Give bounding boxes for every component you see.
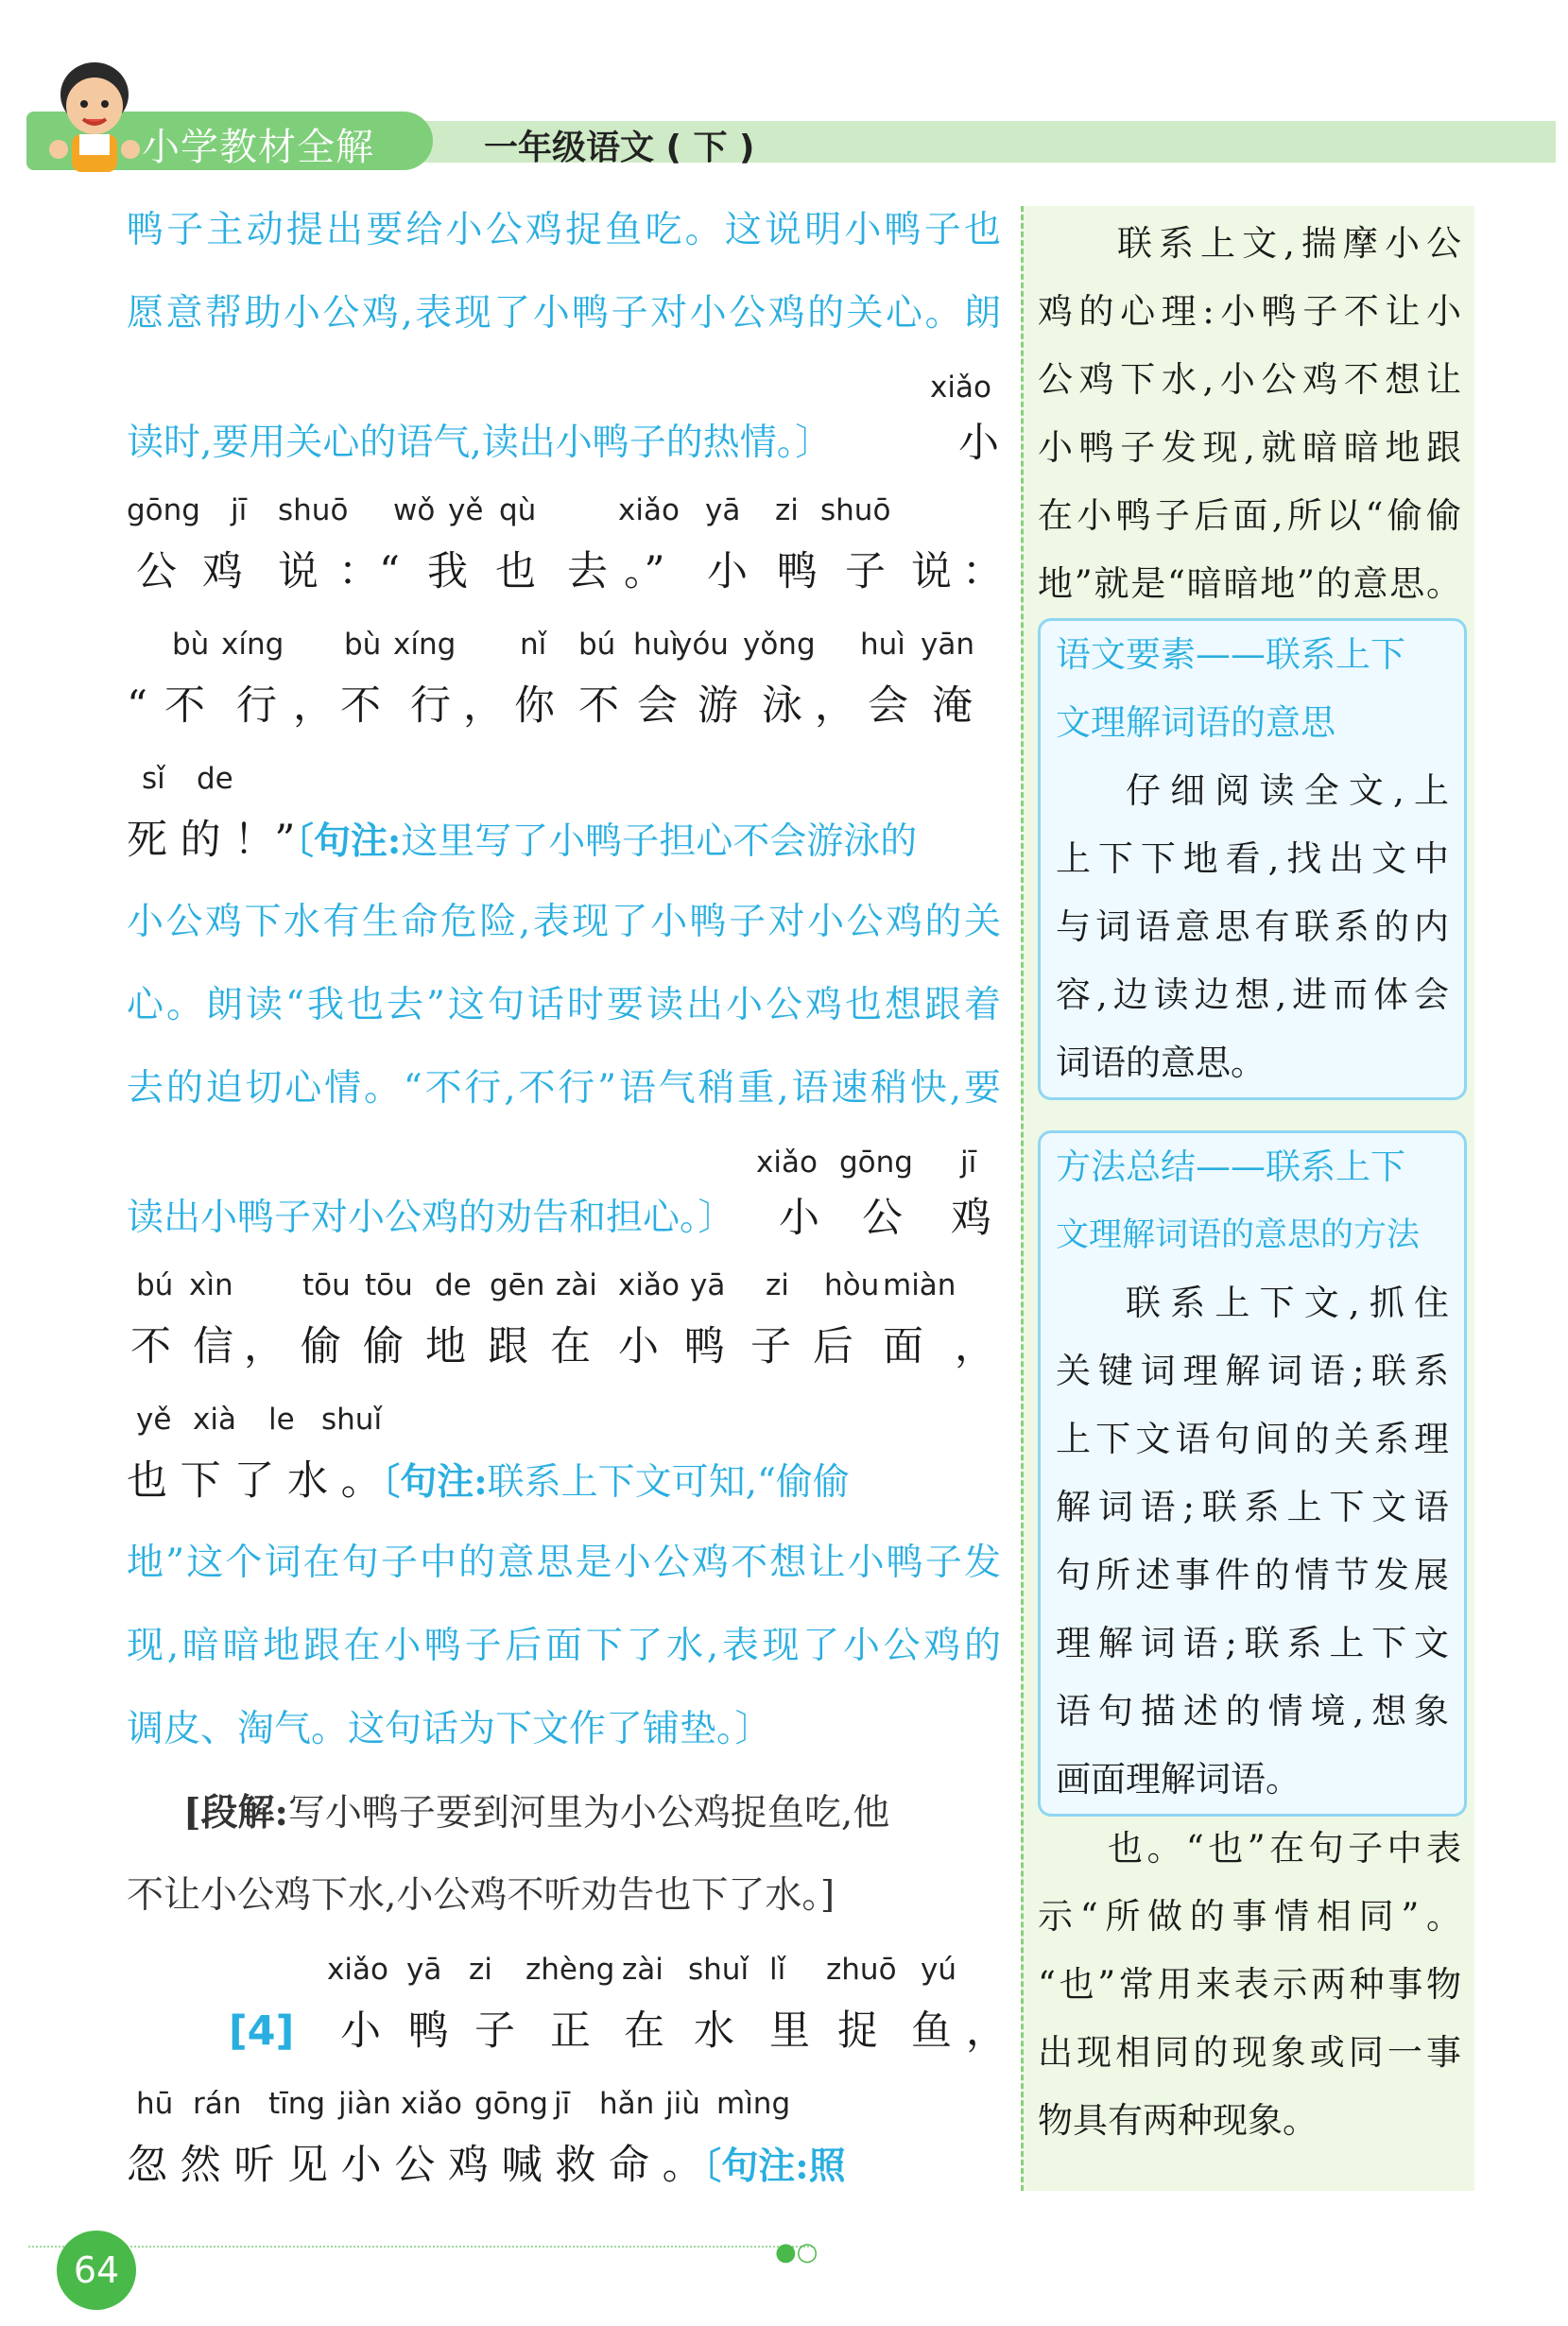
box-heading: 语文要素——联系上下 bbox=[1056, 634, 1405, 675]
hanzi: 行 bbox=[236, 682, 277, 730]
hanzi: 鸭 bbox=[408, 2007, 449, 2055]
pinyin: jiù bbox=[665, 2087, 700, 2121]
hanzi: 偷 bbox=[363, 1323, 404, 1370]
box-text-line: 仔细阅读全文,上 bbox=[1126, 770, 1449, 811]
pinyin-line bbox=[127, 1253, 1001, 1306]
side-text-line: 联系上文,揣摩小公 bbox=[1117, 223, 1461, 264]
hanzi: 偷 bbox=[301, 1323, 341, 1370]
pinyin: hòu bbox=[824, 1268, 880, 1302]
text-line bbox=[127, 1771, 1001, 1854]
text-line bbox=[127, 1183, 1001, 1253]
pinyin: miàn bbox=[883, 1268, 956, 1302]
grade-subject: 一年级语文 ( 下 ) bbox=[484, 129, 755, 167]
side-text-line: 地”就是“暗暗地”的意思。 bbox=[1038, 563, 1461, 604]
pinyin: zi bbox=[775, 493, 799, 527]
hanzi: 行 bbox=[410, 682, 451, 730]
pinyin: zi bbox=[469, 1953, 492, 1987]
pinyin: shuō bbox=[278, 493, 349, 527]
side-text-line: 物具有两种现象。 bbox=[1038, 2100, 1318, 2141]
pinyin: xìn bbox=[189, 1268, 233, 1302]
hanzi: 淹 bbox=[932, 682, 973, 730]
pinyin: zài bbox=[556, 1268, 597, 1302]
pinyin-line bbox=[127, 2072, 1001, 2125]
pinyin: gōng bbox=[839, 1146, 913, 1180]
hanzi: 信 bbox=[193, 1323, 233, 1370]
hanzi: 去 bbox=[567, 548, 608, 595]
column-divider bbox=[1021, 206, 1024, 2191]
pinyin: zài bbox=[622, 1953, 663, 1987]
box-text-line: 与词语意思有联系的内 bbox=[1056, 906, 1449, 947]
hanzi: 捉 bbox=[837, 2007, 878, 2055]
boy-mascot-icon bbox=[38, 57, 151, 180]
hanzi: ， bbox=[966, 2007, 1007, 2055]
pinyin: mìng bbox=[716, 2087, 791, 2121]
hanzi: 我 bbox=[427, 548, 468, 595]
pinyin: jī bbox=[231, 493, 248, 527]
hanzi: ： bbox=[962, 548, 1003, 595]
pinyin: shuō bbox=[820, 493, 891, 527]
side-text-line: 小鸭子发现,就暗暗地跟 bbox=[1038, 427, 1461, 468]
pinyin: wǒ bbox=[393, 493, 436, 527]
hanzi: 在 bbox=[550, 1323, 591, 1370]
hanzi: 地 bbox=[425, 1323, 466, 1370]
side-text-line: 出现相同的现象或同一事 bbox=[1038, 2032, 1461, 2073]
pinyin: gōng bbox=[127, 493, 200, 527]
pinyin: zhuō bbox=[826, 1953, 897, 1987]
text-line bbox=[127, 800, 1001, 881]
pinyin: yě bbox=[136, 1403, 172, 1437]
element-box bbox=[1038, 618, 1467, 1100]
text-line bbox=[127, 408, 1001, 478]
hanzi: ， bbox=[955, 1323, 995, 1370]
box-text-line: 理解词语;联系上下文 bbox=[1056, 1623, 1449, 1663]
pinyin: xià bbox=[193, 1403, 236, 1437]
pinyin: shuǐ bbox=[688, 1953, 750, 1987]
box-text-line: 上下下地看,找出文中 bbox=[1056, 838, 1449, 879]
pinyin: yān bbox=[921, 628, 974, 662]
pinyin: gōng bbox=[474, 2087, 548, 2121]
box-heading: 文理解词语的意思的方法 bbox=[1056, 1216, 1421, 1254]
book-title: 小学教材全解 bbox=[142, 126, 374, 169]
hanzi-line bbox=[127, 665, 1001, 747]
text-line: 调皮、淘气。这句话为下文作了铺垫。〕 bbox=[127, 1708, 772, 1750]
hanzi: 游 bbox=[698, 682, 738, 730]
pinyin: de bbox=[435, 1268, 472, 1302]
side-note-2 bbox=[1038, 1815, 1461, 2155]
hanzi: ， bbox=[293, 682, 334, 730]
side-text-line: 示“所做的事情相同”。 bbox=[1038, 1896, 1461, 1937]
text-line: 现,暗暗地跟在小鸭子后面下了水,表现了小公鸡的 bbox=[127, 1625, 1001, 1667]
hanzi: 鸡 bbox=[951, 1195, 991, 1242]
box-text-line: 联系上下文,抓住 bbox=[1126, 1283, 1449, 1323]
pinyin: rán bbox=[193, 2087, 242, 2121]
hanzi: 小 bbox=[340, 2007, 381, 2055]
hanzi: ， bbox=[815, 682, 855, 730]
pinyin-line bbox=[127, 355, 1001, 408]
hanzi: 说 bbox=[911, 548, 952, 595]
pinyin: le bbox=[268, 1403, 295, 1437]
pinyin: yǒng bbox=[743, 628, 816, 662]
hanzi: 鸭 bbox=[777, 548, 818, 595]
text-line: 去的迫切心情。“不行,不行”语气稍重,语速稍快,要 bbox=[127, 1067, 1001, 1110]
hanzi: 小 bbox=[958, 420, 999, 467]
pinyin: yā bbox=[406, 1953, 442, 1987]
text-line bbox=[127, 2125, 1001, 2206]
hanzi: 小 bbox=[707, 548, 748, 595]
hanzi: 不 bbox=[130, 1323, 171, 1370]
pinyin: xiǎo bbox=[401, 2087, 462, 2121]
hanzi: 水 bbox=[694, 2007, 734, 2055]
footer-dots-icon: ●○ bbox=[775, 2238, 818, 2266]
box-text-line: 词语的意思。 bbox=[1056, 1042, 1266, 1083]
hanzi: 正 bbox=[550, 2007, 591, 2055]
pinyin: bú bbox=[136, 1268, 174, 1302]
box-text-line: 句所述事件的情节发展 bbox=[1056, 1555, 1449, 1595]
hanzi: 后 bbox=[813, 1323, 853, 1370]
annotation-tag: 〔句注: bbox=[295, 819, 402, 863]
pinyin: tōu bbox=[302, 1268, 351, 1302]
hanzi: 子 bbox=[750, 1323, 791, 1370]
text-line: 不让小公鸡下水,小公鸡不听劝告也下了水。] bbox=[127, 1874, 836, 1917]
box-text-line: 上下文语句间的关系理 bbox=[1056, 1419, 1449, 1459]
hanzi: 跟 bbox=[488, 1323, 528, 1370]
box-heading: 文理解词语的意思 bbox=[1056, 702, 1335, 743]
pinyin: zi bbox=[766, 1268, 789, 1302]
text-line: 地”这个词在句子中的意思是小公鸡不想让小鸭子发 bbox=[127, 1542, 1001, 1584]
pinyin: shuǐ bbox=[321, 1403, 383, 1437]
hanzi: 会 bbox=[637, 682, 678, 730]
hanzi: 小 bbox=[618, 1323, 659, 1370]
hanzi: 。” bbox=[624, 548, 665, 595]
hanzi: 子 bbox=[474, 2007, 515, 2055]
hanzi-line bbox=[127, 1990, 1007, 2072]
side-text-line: “也”常用来表示两种事物 bbox=[1038, 1964, 1461, 2005]
annotation-text: 读出小鸭子对小公鸡的劝告和担心。〕 bbox=[127, 1197, 735, 1239]
paragraph-number: [4] bbox=[229, 2007, 295, 2055]
pinyin-line bbox=[127, 478, 1001, 531]
hanzi: 不 bbox=[578, 682, 619, 730]
pinyin: hǎn bbox=[599, 2087, 655, 2121]
pinyin: xíng bbox=[393, 628, 457, 662]
text-line bbox=[127, 1440, 1001, 1522]
text-line: 愿意帮助小公鸡,表现了小鸭子对小公鸡的关心。朗 bbox=[127, 292, 1001, 335]
hanzi: 公 bbox=[136, 548, 177, 595]
pinyin: xiǎo bbox=[327, 1953, 388, 1987]
hanzi-line bbox=[127, 1306, 1001, 1387]
hanzi: 子 bbox=[845, 548, 886, 595]
segment-text: 写小鸭子要到河里为小公鸡捉鱼吃,他 bbox=[287, 1792, 890, 1835]
page-number: 64 bbox=[57, 2231, 136, 2310]
side-text-line: 在小鸭子后面,所以“偷偷 bbox=[1038, 495, 1461, 536]
hanzi: 会 bbox=[868, 682, 908, 730]
annotation-tag: 〔句注: bbox=[381, 1460, 488, 1504]
hanzi: 在 bbox=[624, 2007, 664, 2055]
box-heading: 方法总结——联系上下 bbox=[1056, 1146, 1405, 1187]
hanzi: 鸡 bbox=[202, 548, 243, 595]
hanzi: 也 bbox=[495, 548, 536, 595]
pinyin: xiǎo bbox=[618, 493, 680, 527]
pinyin: tīng bbox=[268, 2087, 326, 2121]
pinyin: xiǎo bbox=[756, 1146, 818, 1180]
hanzi: 里 bbox=[769, 2007, 810, 2055]
pinyin: nǐ bbox=[520, 628, 547, 662]
pinyin: yā bbox=[690, 1268, 726, 1302]
pinyin: xiǎo bbox=[618, 1268, 680, 1302]
pinyin: xíng bbox=[221, 628, 284, 662]
side-text-line: 鸡的心理:小鸭子不让小 bbox=[1038, 291, 1461, 332]
hanzi: 你 bbox=[514, 682, 555, 730]
pinyin: jiàn bbox=[338, 2087, 391, 2121]
footer-rule bbox=[28, 2246, 813, 2248]
pinyin: bú bbox=[578, 628, 616, 662]
hanzi: “ bbox=[127, 682, 147, 730]
hanzi: ：“ bbox=[338, 548, 400, 595]
pinyin: sǐ bbox=[142, 762, 165, 796]
hanzi: 不 bbox=[164, 682, 205, 730]
pinyin: yě bbox=[448, 493, 484, 527]
pinyin: zhèng bbox=[526, 1953, 615, 1987]
hanzi-run: 忽 然 听 见 小 公 鸡 喊 救 命 。 bbox=[127, 2142, 703, 2189]
annotation-text: 联系上下文可知,“偷偷 bbox=[487, 1461, 850, 1504]
hanzi: 鸭 bbox=[684, 1323, 725, 1370]
text-line: 小公鸡下水有生命危险,表现了小鸭子对小公鸡的关 bbox=[127, 901, 1001, 943]
pinyin: gēn bbox=[490, 1268, 545, 1302]
hanzi: 鱼 bbox=[911, 2007, 952, 2055]
hanzi-run: 也 下 了 水 。 bbox=[127, 1457, 382, 1505]
pinyin-line bbox=[127, 612, 1001, 665]
hanzi: 面 bbox=[883, 1323, 923, 1370]
hanzi: 公 bbox=[862, 1195, 903, 1242]
segment-tag: [段解: bbox=[183, 1791, 288, 1835]
pinyin: bù bbox=[344, 628, 382, 662]
pinyin-line bbox=[127, 1387, 1001, 1440]
hanzi: 小 bbox=[779, 1195, 819, 1242]
hanzi-run: 死 的 ！” bbox=[127, 817, 296, 864]
box-text-line: 容,边读边想,进而体会 bbox=[1056, 974, 1449, 1015]
pinyin: jī bbox=[554, 2087, 571, 2121]
box-text-line: 画面理解词语。 bbox=[1056, 1759, 1301, 1800]
pinyin: tōu bbox=[365, 1268, 413, 1302]
annotation-tag: 〔句注:照 bbox=[702, 2145, 846, 2188]
method-box bbox=[1038, 1130, 1467, 1817]
hanzi: 不 bbox=[340, 682, 381, 730]
box-text-line: 解词语;联系上下文语 bbox=[1056, 1487, 1449, 1527]
pinyin-line bbox=[127, 1130, 1001, 1183]
pinyin: yú bbox=[921, 1953, 956, 1987]
pinyin: huì bbox=[860, 628, 905, 662]
box-text-line: 关键词理解词语;联系 bbox=[1056, 1351, 1449, 1391]
box-text-line: 语句描述的情境,想象 bbox=[1056, 1691, 1449, 1732]
pinyin: bù bbox=[172, 628, 210, 662]
side-text-line: 公鸡下水,小公鸡不想让 bbox=[1038, 359, 1461, 400]
pinyin: yóu bbox=[675, 628, 729, 662]
hanzi: 泳 bbox=[762, 682, 802, 730]
hanzi-line bbox=[127, 531, 1001, 612]
hanzi: ， bbox=[463, 682, 504, 730]
pinyin: yā bbox=[705, 493, 741, 527]
pinyin: lǐ bbox=[769, 1953, 786, 1987]
pinyin: hū bbox=[136, 2087, 174, 2121]
text-line: 鸭子主动提出要给小公鸡捉鱼吃。这说明小鸭子也 bbox=[127, 209, 1001, 251]
annotation-text: 这里写了小鸭子担心不会游泳的 bbox=[401, 820, 918, 863]
pinyin: xiǎo bbox=[930, 370, 991, 405]
pinyin-line bbox=[127, 747, 1001, 800]
hanzi: 说 bbox=[278, 548, 319, 595]
pinyin: qù bbox=[499, 493, 537, 527]
text-line: 心。朗读“我也去”这句话时要读出小公鸡也想跟着 bbox=[127, 984, 1001, 1026]
main-column bbox=[127, 189, 1007, 2206]
pinyin: huì bbox=[633, 628, 679, 662]
pinyin-line bbox=[127, 1938, 1001, 1990]
pinyin: de bbox=[197, 762, 233, 796]
pinyin: jī bbox=[960, 1146, 977, 1180]
annotation-text: 读时,要用关心的语气,读出小鸭子的热情。〕 bbox=[127, 422, 833, 464]
side-text-line: 也。“也”在句子中表 bbox=[1108, 1828, 1461, 1869]
side-note-1 bbox=[1038, 210, 1461, 618]
hanzi: ， bbox=[244, 1323, 284, 1370]
